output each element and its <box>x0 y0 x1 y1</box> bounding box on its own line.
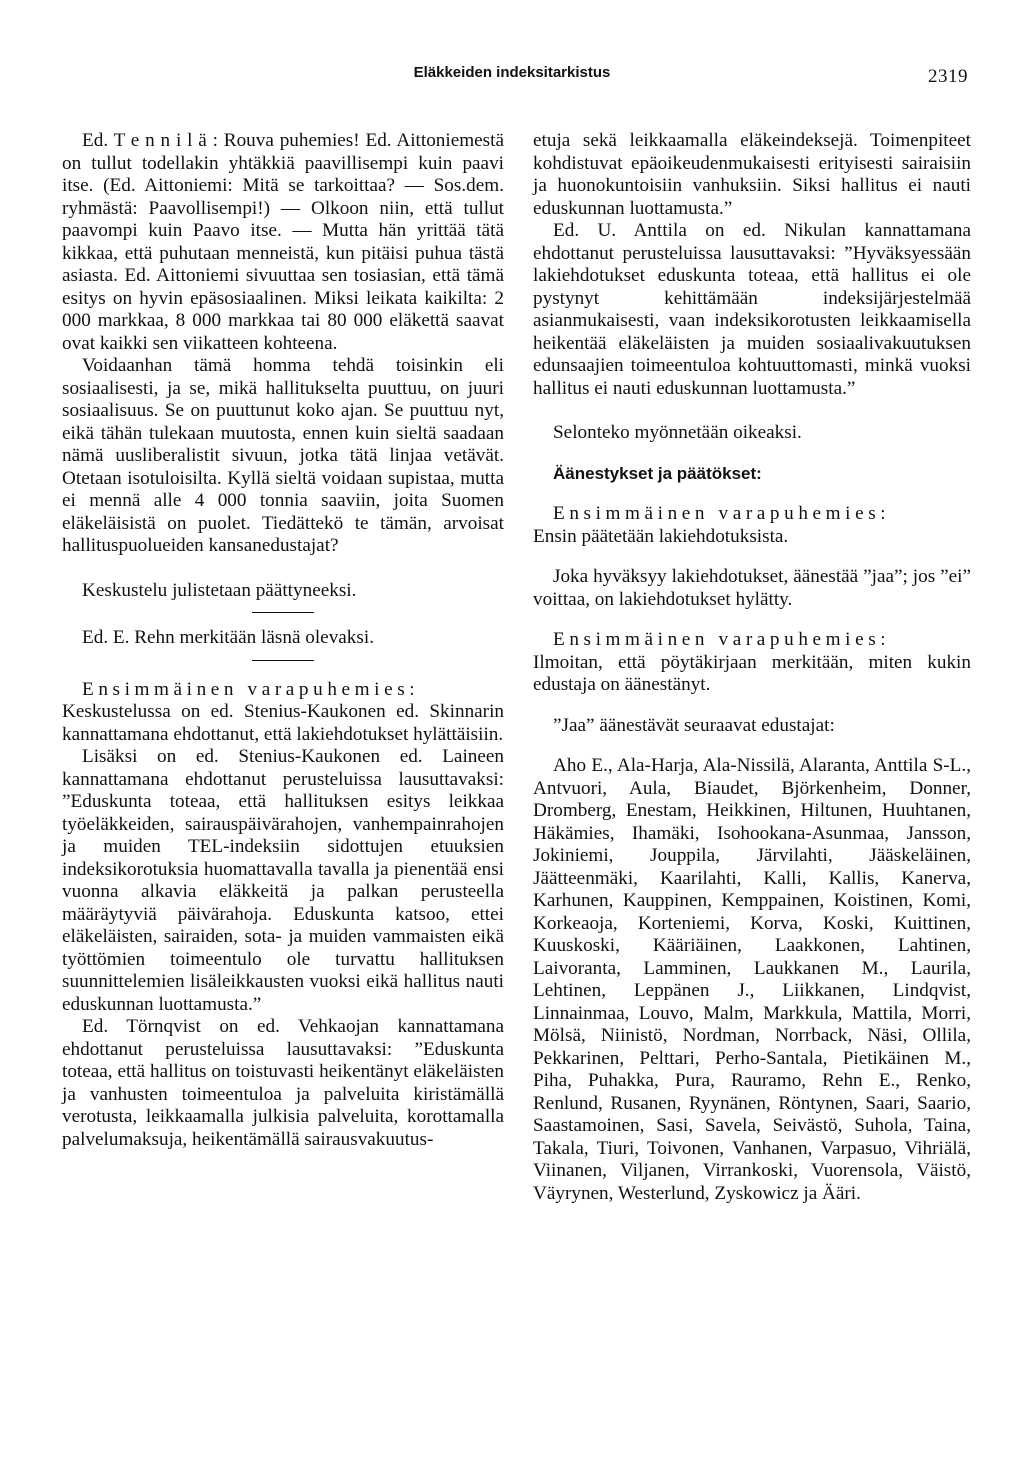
chair-label: Ensimmäinen varapuhemies: <box>553 503 891 524</box>
proposal-continuation: etuja sekä leikkaamalla eläkeindeksejä. Toimenpiteet kohdistuvat epäoikeudenmukaisesti erityisesti sairaisiin ja huonokuntoisiin vanhuksiin. Siksi hallitus ei nauti eduskunnan luottamusta.” <box>533 130 971 219</box>
proposal-anttila: Ed. U. Anttila on ed. Nikulan kannattamana ehdottanut perusteluissa lausuttavaksi: ”Hyväksyessään lakiehdotukset eduskunta toteaa, että hallitus ei ole pystynyt kehittämään indeksijärjestelmää asianmukaisesti, vaan indeksikorotusten leikkaamisella heikentää eläkeläisten ja muiden sosiaalivakuutuksen edunsaajien toimeentuloa kohtuuttomasti, minkä vuoksi hallitus ei nauti eduskunnan luottamusta.” <box>533 220 971 399</box>
divider <box>252 612 314 613</box>
divider <box>252 660 314 661</box>
speech-text: Rouva puhemies! Ed. Aittoniemestä on tullut todellakin yhtäkkiä paavillisempi kuin paavi itse. (Ed. Aittoniemi: Mitä se tarkoittaa? — Sos.dem. ryhmästä: Paavollisempi!) — Olkoon niin, että tullut paavompi kuin Paavo itse. — Mutta hän yrittää tätä kikkaa, että puhutaan menneistä, kun pitäisi puhua tästä asiasta. Ed. Aittoniemi sivuuttaa sen tosiasian, että tämä esitys on hyvin epäsosiaalinen. Miksi leikata kaikilta: 2 000 markkaa, 8 000 markkaa tai 80 000 eläkettä saavat ovat kaikki sen viikatteen kohteena. <box>62 130 504 354</box>
section-heading: Äänestykset ja päätökset: <box>553 463 762 483</box>
chair-statement: Ensin päätetään lakiehdotuksista. <box>533 525 789 547</box>
yes-voters-intro: ”Jaa” äänestävät seuraavat edustajat: <box>553 714 835 736</box>
attendance-note: Ed. E. Rehn merkitään läsnä olevaksi. <box>82 627 374 648</box>
yes-voters-list: Aho E., Ala-Harja, Ala-Nissilä, Alaranta, Anttila S-L., Antvuori, Aula, Biaudet, Björkenheim, Donner, Dromberg, Enestam, Heikkinen, Hiltunen, Huuhtanen, Häkämies, Ihamäki, Isohookana-Asunmaa, Jansson, Jokiniemi, Jouppila, Järvilahti, Jääskeläinen, Jäätteenmäki, Kaarilahti, Kalli, Kallis, Kanerva, Karhunen, Kauppinen, Kemppainen, Koistinen, Komi, Korkeaoja, Korteniemi, Korva, Koski, Kuittinen, Kuuskoski, Kääriäinen, Laakkonen, Lahtinen, Laivoranta, Lamminen, Laukkanen M., Laurila, Lehtinen, Leppänen J., Liikkanen, Lindqvist, Linnainmaa, Louvo, Malm, Markkula, Mattila, Morri, Mölsä, Niinistö, Nordman, Norrback, Näsi, Ollila, Pekkarinen, Pelttari, Perho-Santala, Pietikäinen M., Piha, Puhakka, Pura, Rauramo, Rehn E., Renko, Renlund, Rusanen, Ryynänen, Röntynen, Saari, Saario, Saastamoinen, Sasi, Savela, Seivästö, Suhola, Taina, Takala, Tiuri, Toivonen, Vanhanen, Varpasuo, Vihriälä, Viinanen, Viljanen, Virrankoski, Vuorensola, Väistö, Väyrynen, Westerlund, Zyskowicz ja Ääri. <box>533 755 971 1204</box>
running-header: Eläkkeiden indeksitarkistus <box>413 64 611 81</box>
voting-instructions: Joka hyväksyy lakiehdotukset, äänestää ”jaa”; jos ”ei” voittaa, on lakiehdotukset hylätty. <box>533 566 971 610</box>
chair-statement: Keskustelussa on ed. Stenius-Kaukonen ed. Skinnarin kannattamana ehdottanut, että lakiehdotukset hylättäisiin. <box>62 701 504 745</box>
page-number: 2319 <box>928 66 968 87</box>
proposal-stenius-kaukonen: Lisäksi on ed. Stenius-Kaukonen ed. Laineen kannattamana ehdottanut perusteluissa lausuttavaksi: ”Eduskunta toteaa, että hallituksen esitys leikkaa työeläkkeiden, sairauspäivärahojen, vanhempainrahojen ja muiden TEL-indeksiin sidottujen etuuksien indeksikorotuksia huomattavalla tavalla ja pienentää ensi vuonna alkavia eläkkeitä ja palkan perusteella määräytyviä päivärahoja. Eduskunta katsoo, ettei eläkeläisten, sairaiden, sota- ja muiden vammaisten eikä työttömien toimeentulo ole turvattu hallituksen suunnittelemien lisäleikkausten vuoksi eikä hallitus nauti eduskunnan luottamusta.” <box>62 746 504 1015</box>
chair-label: Ensimmäinen varapuhemies: <box>553 629 891 650</box>
proposal-tornqvist: Ed. Törnqvist on ed. Vehkaojan kannattamana ehdottanut perusteluissa lausuttavaksi: ”Eduskunta toteaa, että hallitus on toistuvasti heikentänyt eläkeläisten ja vanhusten toimeentuloa ja palveluita kiristämällä verotusta, leikkaamalla julkisia palveluita, korottamalla palvelumaksuja, heikentämällä sairausvakuutus- <box>62 1016 504 1150</box>
chair-label: Ensimmäinen varapuhemies: <box>82 678 420 700</box>
left-column <box>62 130 504 1151</box>
speech-tennila <box>62 130 504 355</box>
report-approved-note: Selonteko myönnetään oikeaksi. <box>553 422 802 443</box>
speaker-name: Ed. T e n n i l ä : <box>82 130 218 151</box>
debate-closed-note: Keskustelu julistetaan päättyneeksi. <box>82 579 357 601</box>
chair-statement: Ilmoitan, että pöytäkirjaan merkitään, miten kukin edustaja on äänestänyt. <box>533 651 971 695</box>
right-column <box>533 130 971 1205</box>
speech-paragraph: Voidaanhan tämä homma tehdä toisinkin eli sosiaalisesti, ja se, mikä hallitukselta puuttuu, on juuri sosiaalisuus. Se on puuttunut koko ajan. Se puuttuu nyt, eikä tähän tulekaan muutosta, ennen kuin sieltä saadaan nämä uusliberalistit sivuun, jotka tätä linjaa vetävät. Otetaan isotuloisilta. Kyllä sieltä voidaan supistaa, mutta ei mennä alle 4 000 tonnia saaviin, joita Suomen eläkeläisistä on puolet. Tiedättekö te tämän, arvoisat hallituspuolueiden kansanedustajat? <box>62 355 504 556</box>
